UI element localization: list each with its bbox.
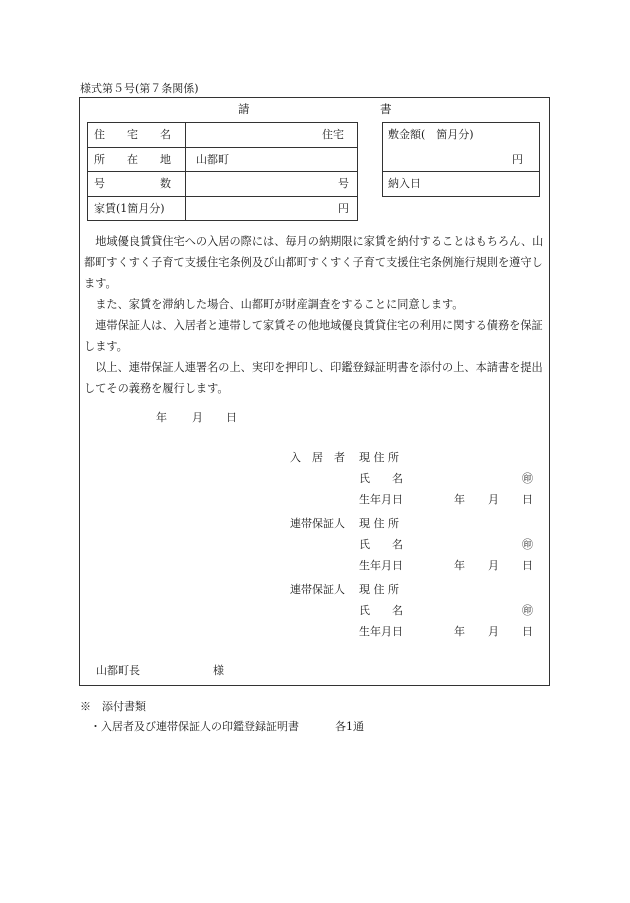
rent-label: 家賃(1箇月分) (94, 202, 165, 215)
body-text (84, 231, 548, 399)
attachment-count: 各1通 (335, 720, 364, 733)
table-row-line (87, 196, 358, 197)
guarantor-1-birth-label: 生年月日 (359, 559, 403, 572)
payment-date-label: 納入日 (388, 177, 421, 190)
rent-suffix: 円 (338, 202, 349, 215)
guarantor-1-address-label: 現 住 所 (359, 517, 399, 530)
date-month: 月 (192, 411, 203, 424)
tenant-birth-day: 日 (522, 493, 533, 506)
guarantor-2-seal-mark: ㊞ (522, 604, 533, 617)
guarantor-1-role: 連帯保証人 (290, 517, 345, 530)
tenant-birth-year: 年 (454, 493, 465, 506)
tenant-address-label: 現 住 所 (359, 451, 399, 464)
tenant-birth-label: 生年月日 (359, 493, 403, 506)
guarantor-2-name-label: 氏 名 (359, 604, 403, 617)
attachments-heading: ※ 添付書類 (80, 700, 146, 713)
guarantor-1-birth-month: 月 (488, 559, 499, 572)
title-char-2: 書 (380, 102, 392, 116)
guarantor-2-role: 連帯保証人 (290, 583, 345, 596)
deposit-label: 敷金額( 箇月分) (388, 128, 474, 141)
addressee: 山都町長 (96, 664, 140, 677)
guarantor-1-seal-mark: ㊞ (522, 538, 533, 551)
table-row-line (382, 171, 540, 172)
location-label: 所 在 地 (94, 153, 171, 166)
guarantor-2-birth-label: 生年月日 (359, 625, 403, 638)
attachment-item: ・入居者及び連帯保証人の印鑑登録証明書 (90, 720, 299, 733)
guarantor-2-birth-year: 年 (454, 625, 465, 638)
housing-name-label: 住 宅 名 (94, 128, 171, 141)
guarantor-1-birth-year: 年 (454, 559, 465, 572)
guarantor-1-birth-day: 日 (522, 559, 533, 572)
table-row-line (87, 147, 358, 148)
tenant-birth-month: 月 (488, 493, 499, 506)
location-value: 山都町 (196, 153, 229, 166)
housing-name-suffix: 住宅 (322, 128, 344, 141)
tenant-name-label: 氏 名 (359, 472, 403, 485)
tenant-seal-mark: ㊞ (522, 472, 533, 485)
title-char-1: 請 (238, 102, 250, 116)
tenant-role: 入 居 者 (290, 451, 345, 464)
date-day: 日 (226, 411, 237, 424)
guarantor-1-name-label: 氏 名 (359, 538, 403, 551)
form-number: 様式第５号(第７条関係) (80, 82, 199, 95)
deposit-unit: 円 (512, 153, 523, 166)
unit-number-suffix: 号 (338, 177, 349, 190)
paragraph-guarantee: 連帯保証人は、入居者と連帯して家賃その他地域優良賃貸住宅の利用に関する債務を保証します。 (84, 319, 543, 353)
paragraph-consent: また、家賃を滞納した場合、山都町が財産調査をすることに同意します。 (84, 298, 464, 311)
table-row-line (87, 171, 358, 172)
date-year: 年 (156, 411, 167, 424)
paragraph-obligation: 以上、連帯保証人連署名の上、実印を押印し、印鑑登録証明書を添付の上、本請書を提出してその義務を履行します。 (84, 361, 543, 395)
paragraph-compliance: 地域優良賃貸住宅への入居の際には、毎月の納期限に家賃を納付することはもちろん、山都町すくすく子育て支援住宅条例及び山都町すくすく子育て支援住宅条例施行規則を遵守します。 (84, 235, 544, 290)
unit-number-label: 号 数 (94, 177, 171, 190)
guarantor-2-address-label: 現 住 所 (359, 583, 399, 596)
addressee-honorific: 様 (213, 664, 224, 677)
guarantor-2-birth-day: 日 (522, 625, 533, 638)
guarantor-2-birth-month: 月 (488, 625, 499, 638)
